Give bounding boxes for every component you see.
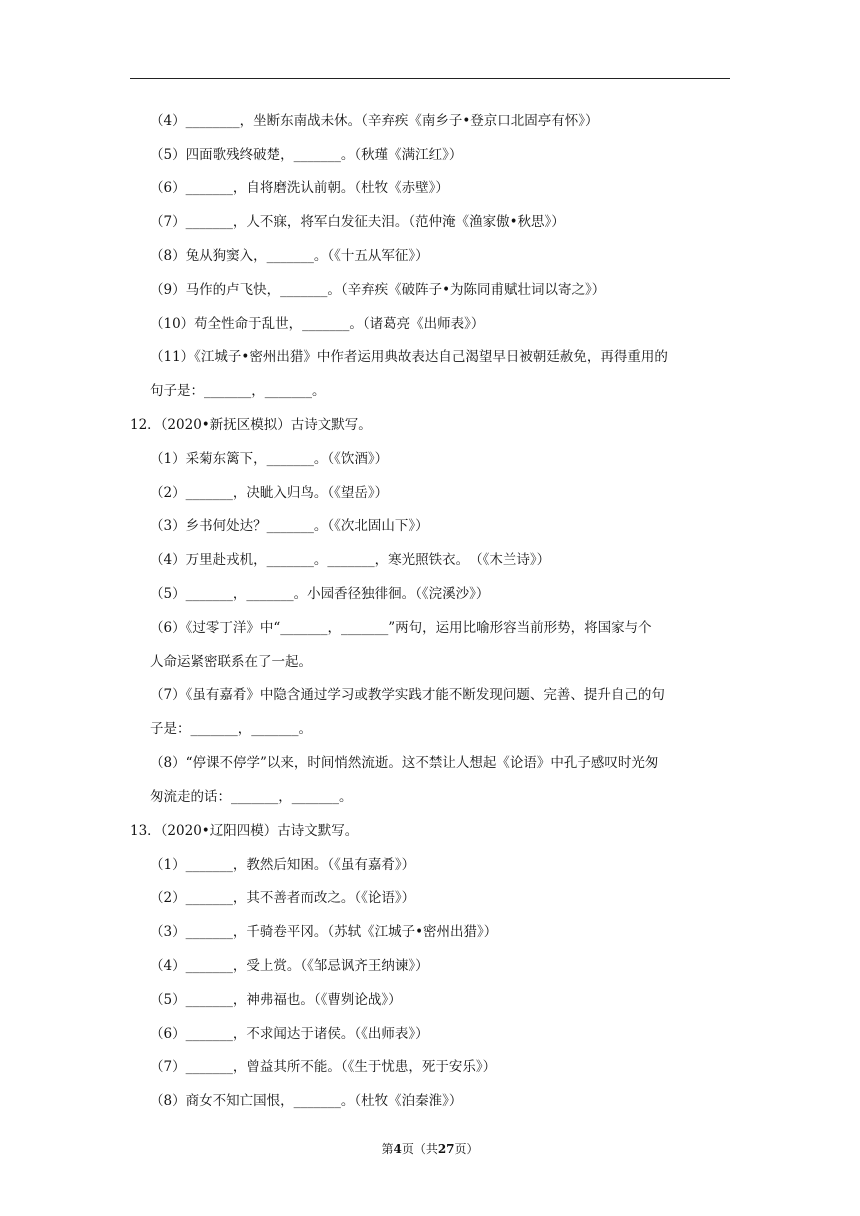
- item-line: （7）《虽有嘉肴》中隐含通过学习或教学实践才能不断发现问题、完善、提升自己的句: [150, 687, 665, 703]
- item-line: （3）_______，千骑卷平冈。（苏轼《江城子•密州出猎》）: [150, 924, 498, 940]
- item-line-continued: 人命运紧密联系在了一起。: [150, 654, 312, 670]
- item-line: （8）“停课不停学”以来，时间悄然流逝。这不禁让人想起《论语》中孔子感叹时光匆: [150, 755, 659, 771]
- item-line: （1）_______，教然后知困。（《虽有嘉肴》）: [150, 857, 416, 873]
- item-line: （4）_______，受上赏。（《邹忌讽齐王纳谏》）: [150, 958, 429, 974]
- item-line-continued: 句子是：_______，_______。: [150, 383, 326, 399]
- item-line: （11）《江城子•密州出猎》中作者运用典故表达自己渴望早日被朝廷赦免，再得重用的: [150, 349, 668, 365]
- question-heading: 13．（2020•辽阳四模）古诗文默写。: [130, 823, 359, 839]
- footer-page-number: 4: [393, 1142, 402, 1156]
- item-line: （10）苟全性命于乱世，_______。（诸葛亮《出师表》）: [150, 316, 485, 332]
- item-line: （3）乡书何处达？_______。（《次北固山下》）: [150, 518, 429, 534]
- item-line: （5）四面歌残终破楚，_______。（秋瑾《满江红》）: [150, 147, 463, 163]
- item-line: （2）_______，决眦入归鸟。（《望岳》）: [150, 485, 389, 501]
- footer-mid: 页（共: [401, 1142, 438, 1156]
- item-line: （5）_______，_______。小园香径独徘徊。（《浣溪沙》）: [150, 586, 490, 602]
- item-line: （4）________，坐断东南战未休。（辛弃疾《南乡子•登京口北固亭有怀》）: [150, 113, 599, 129]
- header-rule: [130, 78, 730, 79]
- page-footer: [0, 1141, 860, 1157]
- item-line: （8）兔从狗窦入，_______。（《十五从军征》）: [150, 248, 429, 264]
- item-line-continued: 子是：_______，_______。: [150, 721, 312, 737]
- item-line: （7）_______，曾益其所不能。（《生于忧患，死于安乐》）: [150, 1059, 497, 1075]
- item-line: （4）万里赴戎机，_______。_______，寒光照铁衣。 （《木兰诗》）: [150, 552, 551, 568]
- footer-total-pages: 27: [437, 1142, 455, 1156]
- item-line: （7）_______，人不寐，将军白发征夫泪。（范仲淹《渔家傲•秋思》）: [150, 214, 565, 230]
- item-line-continued: 匆流走的话：_______，_______。: [150, 789, 353, 805]
- footer-suffix: 页）: [454, 1142, 479, 1156]
- item-line: （6）_______，自将磨洗认前朝。（杜牧《赤壁》）: [150, 180, 449, 196]
- item-line: （6）_______，不求闻达于诸侯。（《出师表》）: [150, 1026, 429, 1042]
- footer-prefix: 第: [381, 1142, 394, 1156]
- item-line: （6）《过零丁洋》中“_______，_______”两句，运用比喻形容当前形势，将国家与个: [150, 620, 652, 636]
- item-line: （5）_______，神弗福也。（《曹刿论战》）: [150, 992, 402, 1008]
- item-line: （2）_______，其不善者而改之。（《论语》）: [150, 890, 416, 906]
- item-line: （8）商女不知亡国恨，_______。（杜牧《泊秦淮》）: [150, 1093, 463, 1109]
- item-line: （1）采菊东篱下，_______。（《饮酒》）: [150, 451, 389, 467]
- item-line: （9）马作的卢飞快，_______。（辛弃疾《破阵子•为陈同甫赋壮词以寄之》）: [150, 282, 606, 298]
- question-heading: 12．（2020•新抚区模拟）古诗文默写。: [130, 417, 372, 433]
